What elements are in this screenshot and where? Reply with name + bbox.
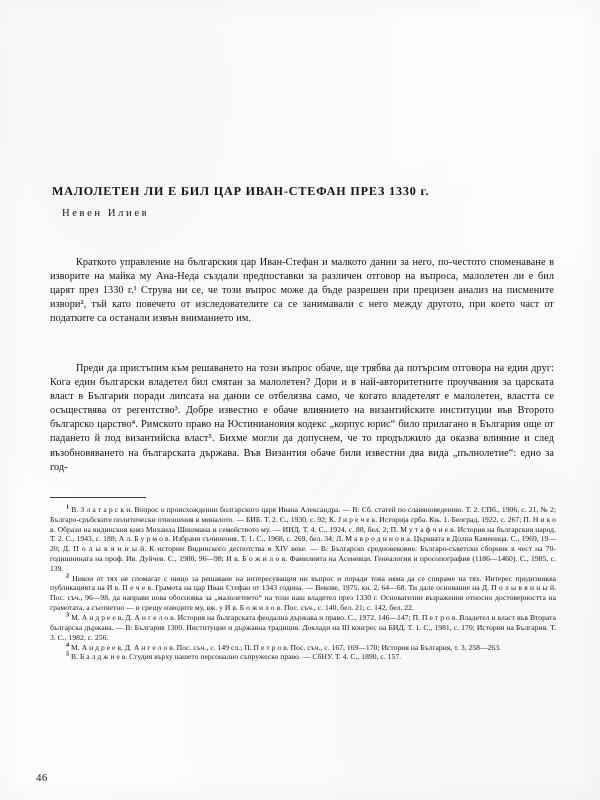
- footnote-marker: 2: [66, 572, 70, 580]
- body-paragraph-1: Краткото управление на българския цар Иван-Стефан и малкото данни за него, по-честото споменаване в изворите на майка му Ана-Неда създали предпоставки за различен отговор на въпроса, малолетен ли е бил царят през 1330 г.¹ Струва ни се, че този въпрос може да бъде разрешен при прецизен анализ на писмените извори², тъй като повечето от изследователите са се занимавали с него между другото, при което част от податките са останали извън вниманието им.: [50, 257, 554, 325]
- body-paragraph-2: Преди да пристъпим към решаването на този въпрос обаче, ще трябва да потърсим отговора на един друг: Кога един български владетел бил смятан за малолетен? Дори и в най-авторитетните проучвания за царската власт в България поради липсата на данни се отбелязва само, че когато владетелят е малолетен, властта се осъществява от регентство³. Добре известно е обаче влиянието на византийските институции във Второто българско царство⁴. Римското право на Юстиниановия кодекс „корпус юрис“ било прилагано в България още от падането й под византийска власт⁵. Бихме могли да допуснем, че то продължило да оказва влияние и след възобновяването на българската държава. Във Византия обаче били известни два вида „пълнолетие“: едно за год-: [50, 363, 554, 473]
- footnote-list: [50, 505, 556, 662]
- footnote-text: М. А н д р е е в, Д. А н г е л о в. История на българската феодална държава и право. С., 1972, 146—147; П. П е т р о в. Владетел и власт във Втората българска държава. — В: България 1300. Институции и държавна традиция. Доклади на III конгрес на БИД. Т. 1. С., 1981, с. 170; История на България. Т. 3. С., 1982, с. 256.: [50, 612, 556, 642]
- footnote-marker: 1: [66, 503, 70, 511]
- page-number: 46: [36, 772, 48, 784]
- footnote-text: М. А н д р е е в, Д. А н г е л о в. Пос. съч., с. 149 сл.; П. П е т р о в. Пос. съч., с. 167, 169—170; История на България, т. 3, 258—263.: [69, 642, 501, 652]
- footnote-marker: 4: [66, 640, 70, 648]
- footnote-item: [50, 613, 556, 642]
- footnote-text: В. Б а л д ж и е в. Студия върху нашето персонално съпружеско право. — СбНУ. Т. 4. С., 1890, с. 157.: [69, 652, 402, 662]
- footnote-item: [50, 640, 556, 653]
- footnote-item: [50, 574, 556, 613]
- footnote-separator-rule: [50, 497, 146, 498]
- footnote-text: В. З л а т а р с к и. Вопрос о происхождении болгарского царя Ивана Александра. — В: Сб. статей по славяноведению. Т. 2. СПб., 1906, с. 21, № 2; Българо-сръбските политически отношения в миналото. — БИБ. Т. 2. С., 1930, с. 92; К. J и р е ч е к. Историја срба. Књ. 1. Београд, 1922, с. 267; П. Н и к о в. Образи на видинския княз Михаила Шишмана и семейството му. — ИИД. Т. 4. С., 1924, с. 88, бел. 2; П. М у т а ф ч и е в. История на българския народ. Т. 2. С., 1943, с. 188; А л. Б у р м о в. Избрани съчинения. Т. 1. С., 1968, с. 269, бел. 34; Л. М а в р о д и н о в а. Църквата в Долна Каменица. С., 1969, 19—20; Д. П о л ы в я н н ы й. К истории Видинского деспотства в XIV веке. — В: Българско средновековие. Българо-съветски сборник в чест на 70-годишнината на проф. Ив. Дуйчев. С., 1980, 96—98; И в. Б о ж и л о в. Фамилията на Асеневци. Генеалогия и просопография (1186—1460). С., 1985, с. 139.: [50, 505, 556, 573]
- footnote-item: [50, 505, 556, 573]
- footnote-item: [50, 652, 556, 662]
- page-content: [48, 0, 556, 800]
- author-byline: Невен Илиев: [62, 208, 150, 219]
- footnote-marker: 3: [66, 611, 70, 619]
- footnote-marker: 5: [66, 650, 70, 658]
- page-title: МАЛОЛЕТЕН ЛИ Е БИЛ ЦАР ИВАН-СТЕФАН ПРЕЗ 1330 г.: [52, 184, 430, 199]
- footnote-text: Никои от тях не спомагат с нищо за решаване на интересуващия ни въпрос и поради това няма да се спираме на тях. Интерес предизвиква публикацията на И в. П е ч е в. Грамота на цар Иван Стефан от 1343 година. — Векове, 1975, кн. 2, 64—68. Ти дале основание на Д. П о л ы в я н н ы й. Пос. съч., 96—98, да направи нова обосновка за „малолетието“ на този наш владетел през 1330 г. Основателни възражения относно достоверността на грамотата, а съответно — и срещу изводите му, вж. у И в. Б о ж и л о в. Пос. съч., с. 140, бел. 21; с. 142, бел. 22.: [50, 573, 556, 612]
